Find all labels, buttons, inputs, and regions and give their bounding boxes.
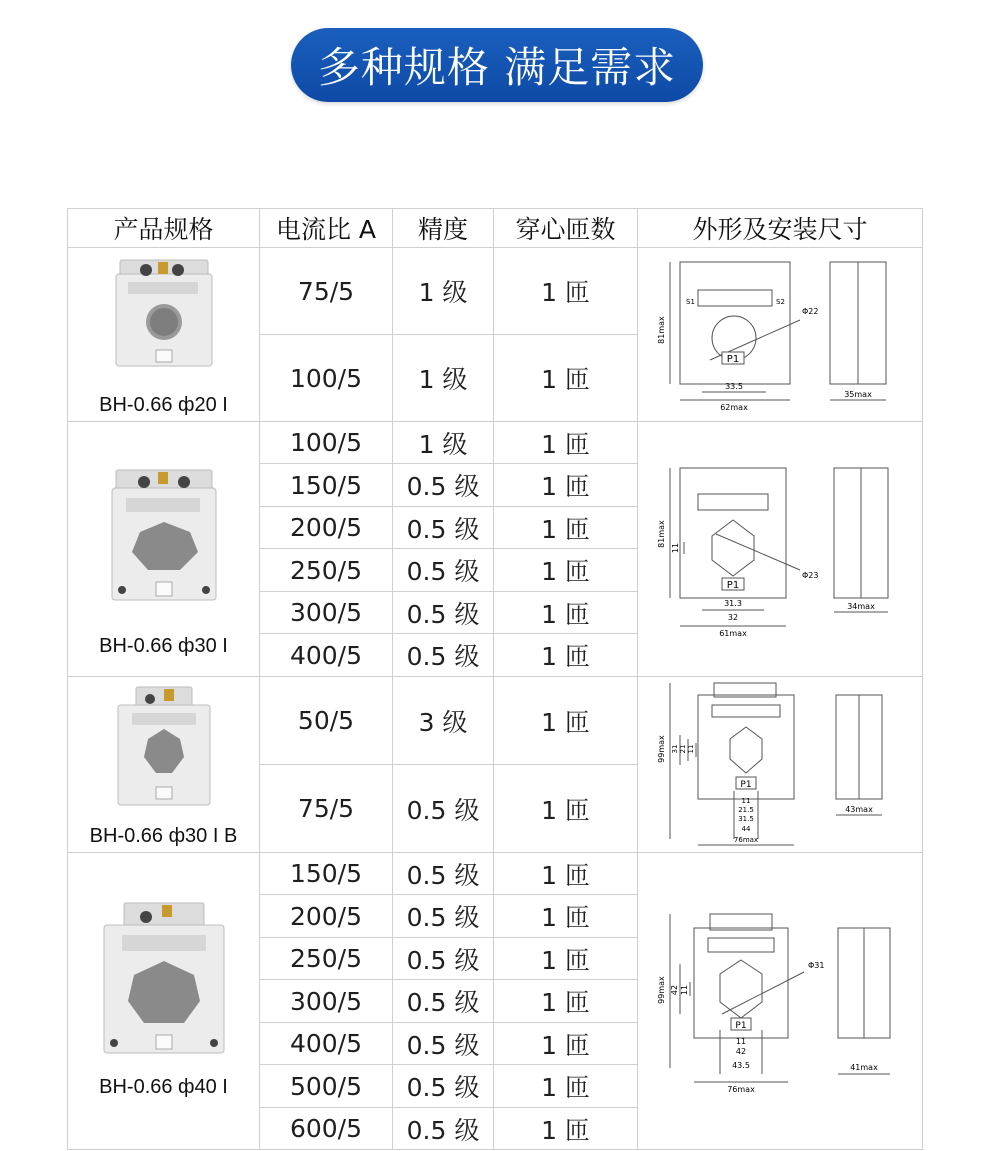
dimension-drawing-30b [650, 679, 910, 851]
accuracy-cell: 0.5 级 [393, 895, 494, 938]
ratio-cell: 250/5 [260, 549, 393, 592]
dimension-drawing-cell [638, 677, 923, 853]
accuracy-cell: 0.5 级 [393, 592, 494, 634]
drawing-depth: 43max [845, 804, 873, 814]
product-cell [68, 248, 260, 422]
accuracy-cell: 0.5 级 [393, 464, 494, 507]
drawing-s1: S1 [686, 297, 695, 306]
ratio-cell: 75/5 [260, 248, 393, 335]
drawing-width: 61max [719, 629, 747, 638]
turns-cell: 1 匝 [494, 248, 638, 335]
dimension-drawing-20 [650, 250, 910, 420]
accuracy-cell: 0.5 级 [393, 765, 494, 853]
drawing-h2: 42 [735, 1047, 747, 1056]
ratio-cell: 50/5 [260, 677, 393, 765]
turns-cell: 1 匝 [494, 980, 638, 1023]
drawing-v2: 11 [680, 984, 689, 996]
title-banner [291, 28, 703, 102]
product-model: BH-0.66 ф40 I [99, 1076, 228, 1098]
drawing-height: 81max [657, 315, 666, 344]
ratio-cell: 600/5 [260, 1108, 393, 1150]
table-row [68, 422, 923, 464]
turns-cell: 1 匝 [494, 938, 638, 980]
drawing-v2: 21 [679, 744, 687, 753]
accuracy-cell: 0.5 级 [393, 507, 494, 549]
drawing-depth: 41max [850, 1063, 878, 1072]
ratio-cell: 300/5 [260, 592, 393, 634]
accuracy-cell: 0.5 级 [393, 549, 494, 592]
accuracy-cell: 0.5 级 [393, 980, 494, 1023]
drawing-depth: 34max [847, 602, 875, 611]
drawing-hole: Φ22 [802, 306, 819, 316]
turns-cell: 1 匝 [494, 1065, 638, 1108]
header-row [68, 209, 923, 248]
ratio-cell: 150/5 [260, 464, 393, 507]
drawing-height: 81max [657, 520, 666, 548]
turns-cell: 1 匝 [494, 1023, 638, 1065]
dimension-drawing-40 [650, 906, 910, 1096]
table-row [68, 248, 923, 335]
banner-title: 多种规格 满足需求 [317, 43, 677, 92]
product-model: BH-0.66 ф20 I [99, 394, 228, 416]
header-accuracy: 精度 [393, 209, 494, 248]
drawing-h3: 31.5 [738, 814, 754, 823]
drawing-width: 76max [727, 1085, 755, 1094]
product-image-40 [100, 899, 228, 1059]
accuracy-cell: 1 级 [393, 422, 494, 464]
ratio-cell: 100/5 [260, 335, 393, 422]
turns-cell: 1 匝 [494, 464, 638, 507]
ratio-cell: 250/5 [260, 938, 393, 980]
ratio-cell: 400/5 [260, 634, 393, 677]
accuracy-cell: 0.5 级 [393, 1023, 494, 1065]
turns-cell: 1 匝 [494, 422, 638, 464]
product-image-20 [112, 256, 216, 372]
header-dimensions: 外形及安装尺寸 [638, 209, 923, 248]
turns-cell: 1 匝 [494, 507, 638, 549]
table-row [68, 853, 923, 895]
drawing-h3: 43.5 [732, 1061, 750, 1070]
spec-table [67, 208, 923, 1150]
dimension-drawing-30 [650, 454, 910, 644]
drawing-v1: 42 [670, 984, 679, 996]
header-turns: 穿心匝数 [494, 209, 638, 248]
product-model: BH-0.66 ф30 I B [89, 825, 238, 847]
product-cell [68, 677, 260, 853]
product-cell [68, 853, 260, 1150]
drawing-v3: 11 [687, 744, 695, 753]
accuracy-cell: 3 级 [393, 677, 494, 765]
turns-cell: 1 匝 [494, 634, 638, 677]
product-model: BH-0.66 ф30 I [99, 635, 228, 657]
turns-cell: 1 匝 [494, 895, 638, 938]
product-cell [68, 422, 260, 677]
ratio-cell: 400/5 [260, 1023, 393, 1065]
drawing-mark: P1 [726, 580, 740, 591]
ratio-cell: 100/5 [260, 422, 393, 464]
ratio-cell: 200/5 [260, 895, 393, 938]
turns-cell: 1 匝 [494, 592, 638, 634]
drawing-hole: Φ23 [802, 571, 819, 580]
dimension-drawing-cell [638, 853, 923, 1150]
turns-cell: 1 匝 [494, 335, 638, 422]
table-row [68, 677, 923, 765]
drawing-width: 76max [733, 835, 759, 844]
accuracy-cell: 0.5 级 [393, 853, 494, 895]
drawing-mount: 32 [727, 613, 739, 622]
accuracy-cell: 1 级 [393, 248, 494, 335]
ratio-cell: 500/5 [260, 1065, 393, 1108]
drawing-s2: S2 [776, 297, 785, 306]
drawing-v1: 31 [671, 744, 679, 753]
drawing-mark: P1 [740, 779, 752, 790]
accuracy-cell: 1 级 [393, 335, 494, 422]
drawing-hole: Φ31 [808, 961, 825, 970]
dimension-drawing-cell [638, 422, 923, 677]
drawing-width: 62max [720, 402, 748, 412]
drawing-h2: 21.5 [738, 805, 754, 814]
drawing-slot: 11 [671, 542, 680, 554]
product-image-30b [112, 683, 216, 811]
header-product: 产品规格 [68, 209, 260, 248]
ratio-cell: 200/5 [260, 507, 393, 549]
drawing-height: 99max [657, 976, 666, 1004]
drawing-h4: 44 [741, 824, 751, 833]
drawing-depth: 35max [844, 389, 872, 399]
turns-cell: 1 匝 [494, 677, 638, 765]
turns-cell: 1 匝 [494, 1108, 638, 1150]
accuracy-cell: 0.5 级 [393, 1065, 494, 1108]
accuracy-cell: 0.5 级 [393, 938, 494, 980]
drawing-mark: P1 [726, 353, 740, 365]
drawing-mark: P1 [735, 1021, 747, 1031]
turns-cell: 1 匝 [494, 765, 638, 853]
ratio-cell: 75/5 [260, 765, 393, 853]
dimension-drawing-cell [638, 248, 923, 422]
accuracy-cell: 0.5 级 [393, 1108, 494, 1150]
drawing-mount-inner: 31.3 [724, 599, 742, 608]
drawing-height: 99max [657, 734, 666, 763]
drawing-h1: 11 [735, 1037, 747, 1046]
turns-cell: 1 匝 [494, 549, 638, 592]
product-image-30 [108, 466, 220, 606]
turns-cell: 1 匝 [494, 853, 638, 895]
drawing-mount: 33.5 [725, 381, 743, 391]
drawing-h1: 11 [741, 796, 751, 805]
ratio-cell: 150/5 [260, 853, 393, 895]
ratio-cell: 300/5 [260, 980, 393, 1023]
header-ratio: 电流比 A [260, 209, 393, 248]
accuracy-cell: 0.5 级 [393, 634, 494, 677]
